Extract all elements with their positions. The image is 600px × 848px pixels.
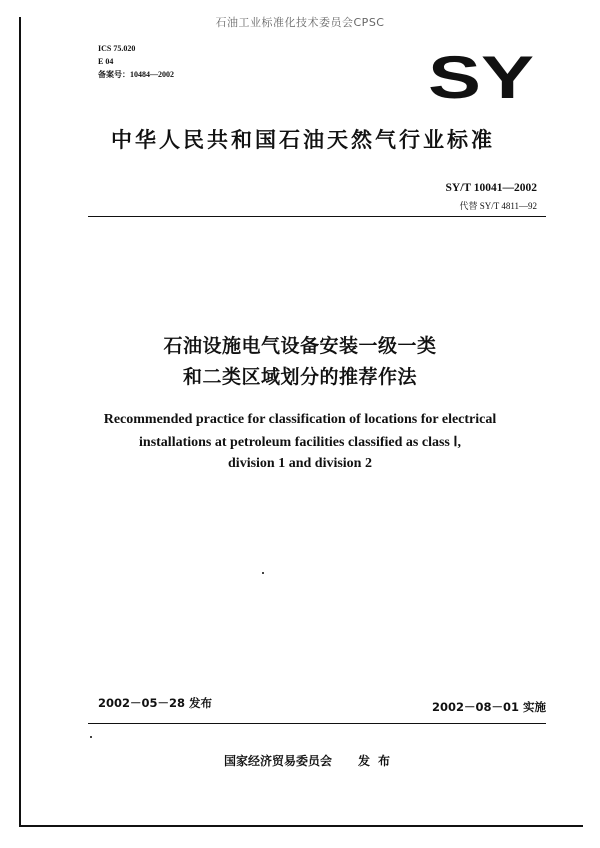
document-title-en-line2: installations at petroleum facilities classified as class Ⅰ, bbox=[139, 435, 461, 450]
record-number: 备案号：10484—2002 bbox=[98, 70, 174, 79]
document-title-en-line3: division 1 and division 2 bbox=[228, 456, 372, 471]
scan-border-bottom bbox=[19, 825, 583, 827]
sy-logo bbox=[426, 48, 536, 104]
classification-block bbox=[98, 42, 174, 81]
scan-border-left bbox=[19, 17, 21, 825]
industry-standard-title: 中华人民共和国石油天然气行业标准 bbox=[111, 128, 495, 152]
publish-label: 发布 bbox=[358, 754, 399, 768]
document-title-cn-line2: 和二类区域划分的推荐作法 bbox=[182, 366, 417, 388]
top-divider bbox=[88, 216, 546, 217]
document-title-cn-line1: 石油设施电气设备安装一级一类 bbox=[163, 335, 437, 357]
category-code: E 04 bbox=[98, 57, 114, 66]
issuer-block bbox=[224, 752, 398, 769]
implementation-date: 2002－08－01 实施 bbox=[431, 700, 546, 714]
ics-code: ICS 75.020 bbox=[98, 44, 136, 53]
document-title-en-line1: Recommended practice for classification of locations for electrical bbox=[103, 412, 497, 427]
sy-logo-text: SY bbox=[428, 48, 534, 104]
issuer-name: 国家经济贸易委员会 bbox=[224, 754, 333, 768]
watermark-text: 石油工业标准化技术委员会CPSC bbox=[215, 16, 385, 29]
standard-number: SY/T 10041—2002 bbox=[445, 182, 537, 194]
bottom-divider bbox=[88, 723, 546, 724]
issue-date: 2002－05－28 发布 bbox=[98, 696, 213, 710]
replaces-standard: 代替 SY/T 4811—92 bbox=[459, 201, 537, 211]
scan-speck bbox=[262, 572, 264, 574]
scan-speck bbox=[90, 736, 92, 738]
